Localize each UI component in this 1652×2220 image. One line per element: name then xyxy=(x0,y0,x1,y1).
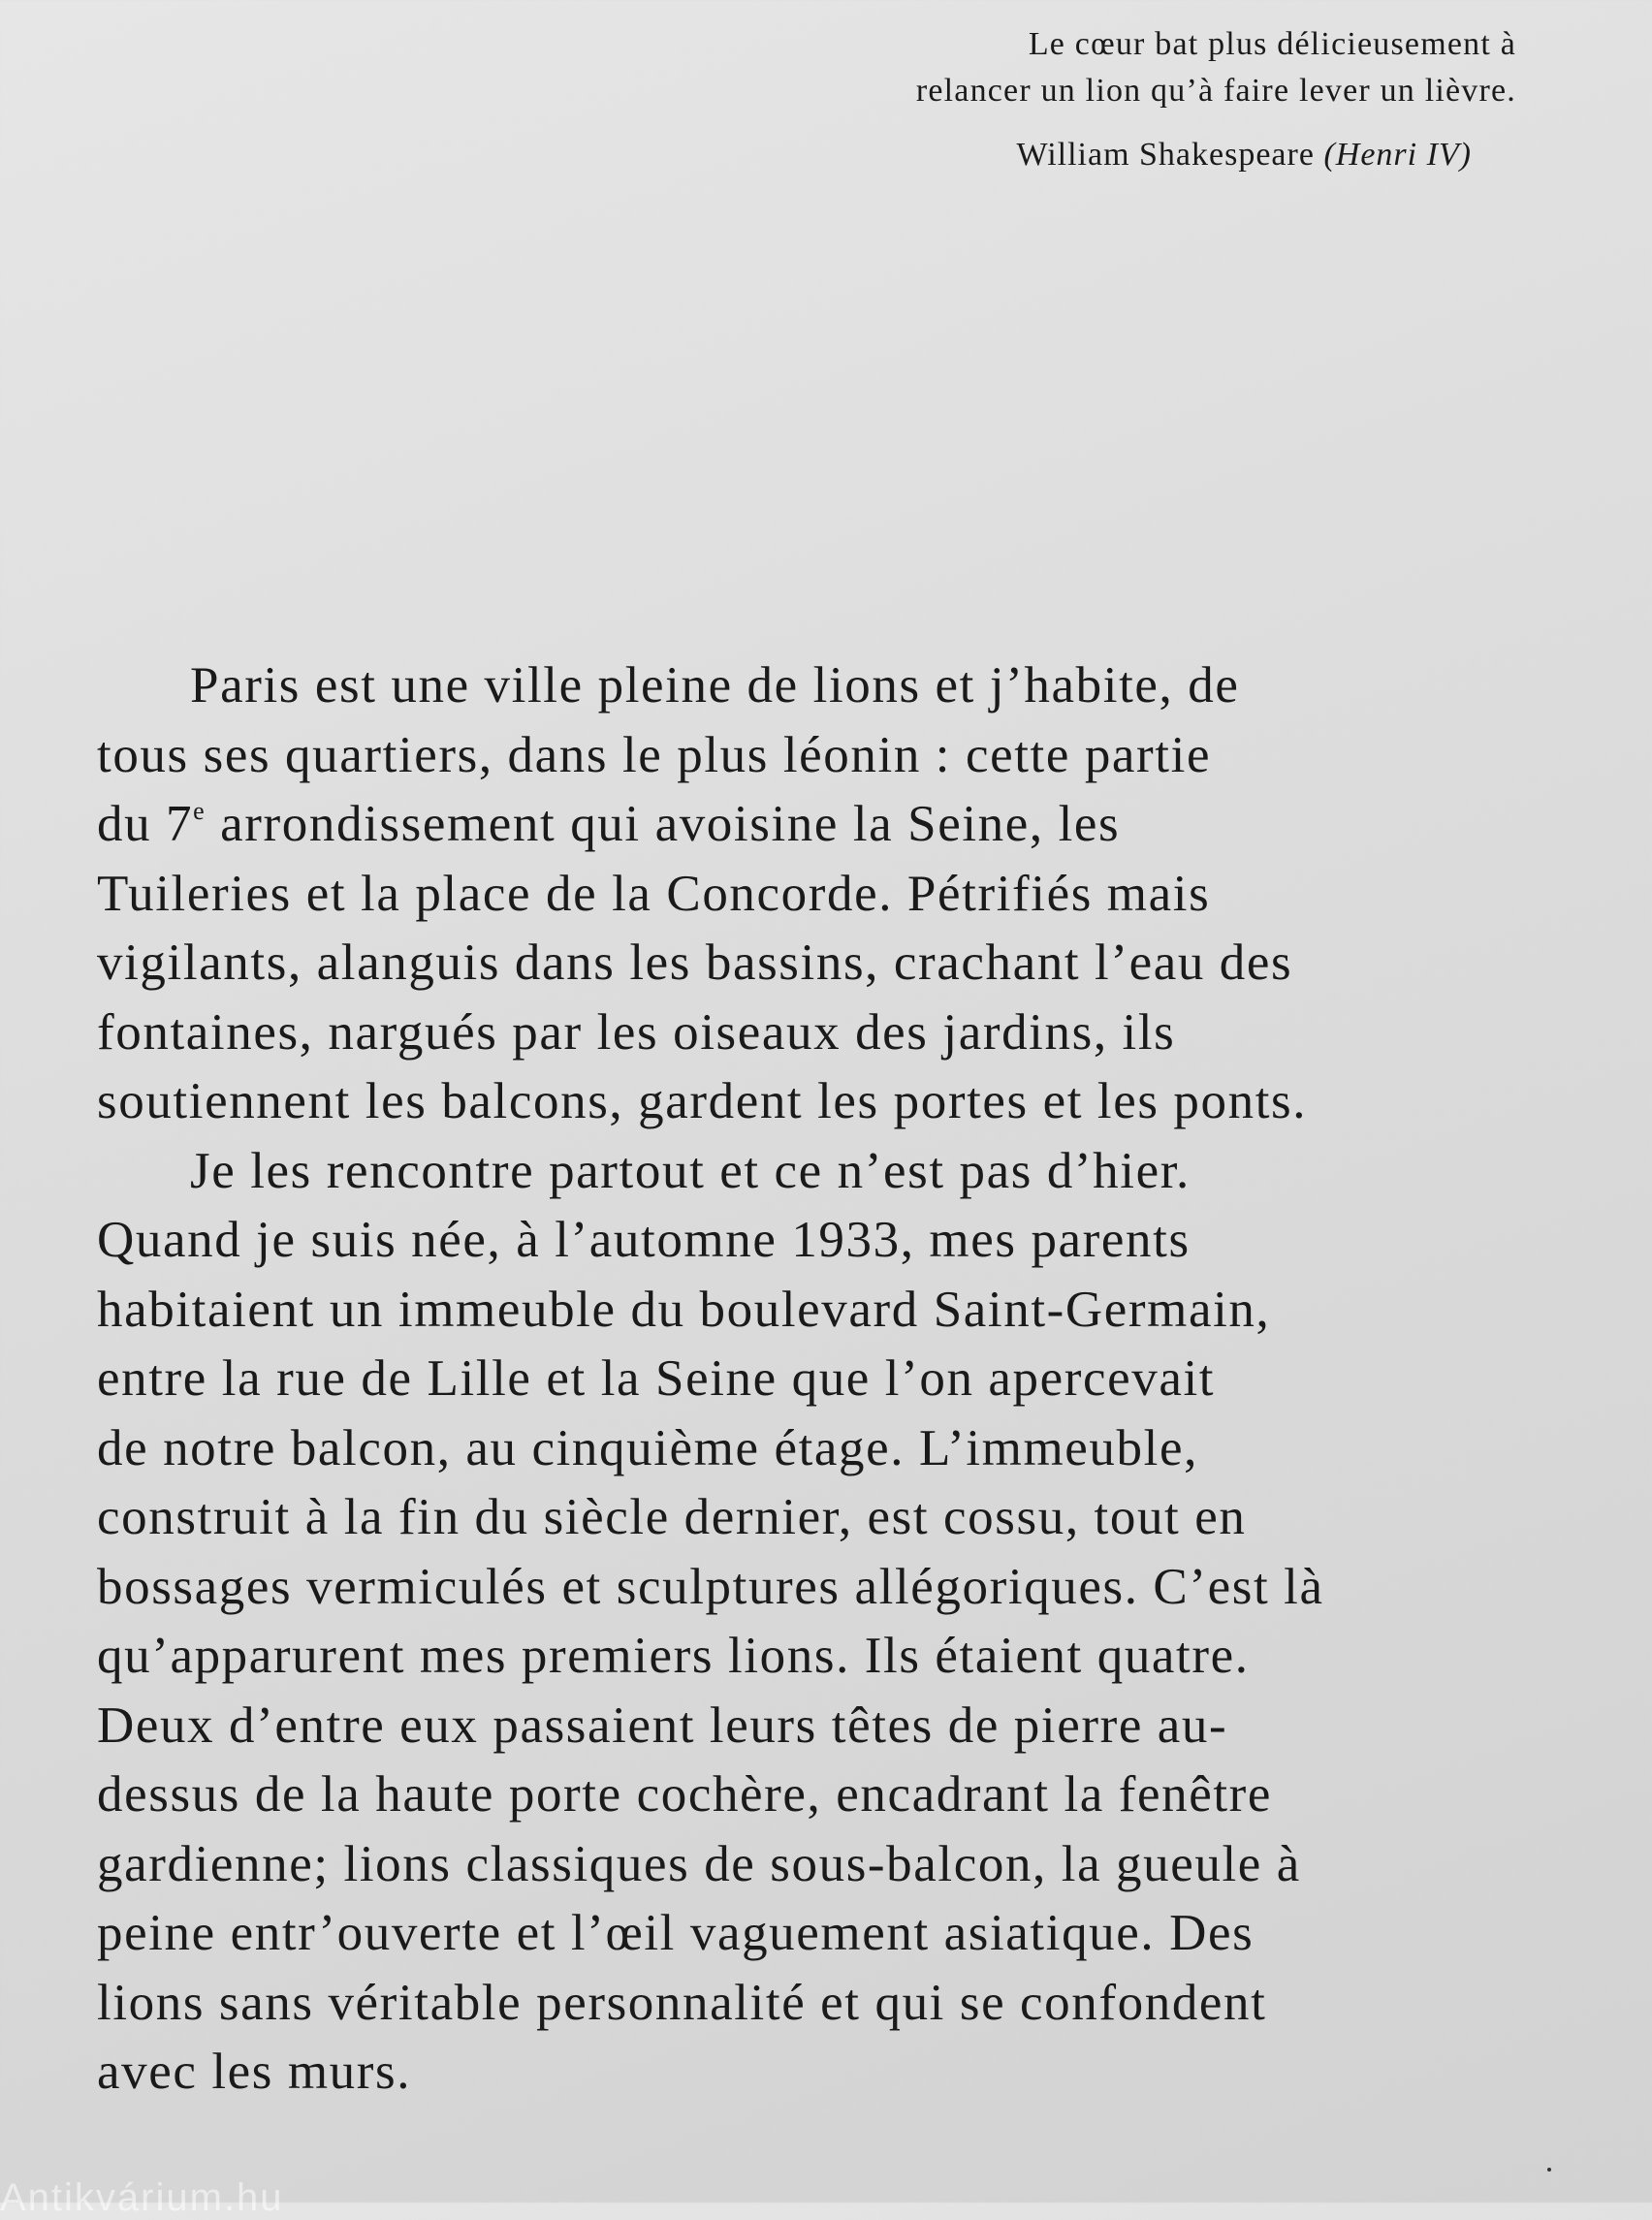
paragraph-line: construit à la fin du siècle dernier, est cossu, tout en xyxy=(97,1489,1247,1545)
paragraph-line: Paris est une ville pleine de lions et j’habite, de xyxy=(190,657,1240,714)
epigraph-quote-line: Le cœur bat plus délicieusement à xyxy=(1028,26,1516,62)
paragraph-line-part: du 7 xyxy=(97,796,194,852)
epigraph-author: William Shakespeare xyxy=(1016,137,1315,173)
paragraph-line: qu’apparurent mes premiers lions. Ils étaient quatre. xyxy=(97,1628,1250,1684)
paragraph-line: soutiennent les balcons, gardent les portes et les ponts. xyxy=(97,1073,1308,1129)
paragraph-line-part: arrondissement qui avoisine la Seine, les xyxy=(206,796,1121,852)
paragraph-line: Deux d’entre eux passaient leurs têtes de pierre au- xyxy=(97,1697,1228,1754)
paragraph-line: Je les rencontre partout et ce n’est pas d’hier. xyxy=(190,1142,1191,1199)
ordinal-superscript: e xyxy=(193,797,206,825)
paragraph-line: de notre balcon, au cinquième étage. L’immeuble, xyxy=(97,1419,1198,1476)
epigraph xyxy=(799,21,1516,178)
paragraph-line: fontaines, nargués par les oiseaux des jardins, ils xyxy=(97,1003,1176,1061)
paragraph-line: dessus de la haute porte cochère, encadrant la fenêtre xyxy=(97,1766,1273,1823)
paragraph-line: entre la rue de Lille et la Seine que l’on apercevait xyxy=(97,1350,1216,1407)
paper-speck xyxy=(1547,2168,1551,2172)
paragraph-line: Tuileries et la place de la Concorde. Pétrifiés mais xyxy=(97,865,1211,922)
paragraph-line: habitaient un immeuble du boulevard Saint-Germain, xyxy=(97,1281,1271,1338)
paragraph-line: lions sans véritable personnalité et qui se confondent xyxy=(97,1974,1267,2031)
paragraph-line: gardienne; lions classiques de sous-balcon, la gueule à xyxy=(97,1835,1301,1892)
paragraph-line: tous ses quartiers, dans le plus léonin : cette partie xyxy=(97,726,1212,783)
body-text xyxy=(97,651,1512,2108)
paragraph-line: bossages vermiculés et sculptures allégoriques. C’est là xyxy=(97,1558,1324,1615)
epigraph-quote xyxy=(799,21,1516,114)
paragraph-line: peine entr’ouverte et l’œil vaguement asiatique. Des xyxy=(97,1905,1255,1961)
epigraph-quote-line: relancer un lion qu’à faire lever un lièvre. xyxy=(915,73,1516,109)
paragraph-line: Quand je suis née, à l’automne 1933, mes parents xyxy=(97,1212,1191,1268)
epigraph-work-title: (Henri IV) xyxy=(1323,137,1472,173)
paragraph-line: vigilants, alanguis dans les bassins, crachant l’eau des xyxy=(97,935,1293,991)
watermark: Antikvárium.hu xyxy=(0,2176,284,2219)
paragraph-line xyxy=(97,790,1512,860)
paragraph-line: avec les murs. xyxy=(97,2044,412,2100)
epigraph-attribution xyxy=(799,132,1472,178)
